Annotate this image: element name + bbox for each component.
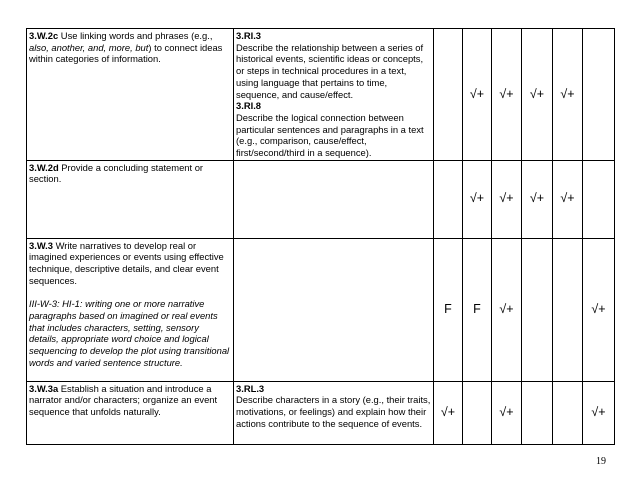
reading-text: Describe the relationship between a series of historical events, scientific ideas or concepts, or steps in technical procedures in a text, using language that pertains to time, sequence, and cause/effect. xyxy=(236,41,424,100)
reading-cell xyxy=(234,29,434,161)
standard-cell xyxy=(27,381,234,444)
mark-cell: F xyxy=(434,238,463,381)
mark-cell: √+ xyxy=(522,29,553,161)
standard-text: Use linking words and phrases (e.g., xyxy=(58,30,213,41)
standard-text-italic: also, another, and, more, but xyxy=(29,41,149,53)
reading-cell xyxy=(234,238,434,381)
reading-code: 3.RI.8 xyxy=(236,100,262,112)
table-row xyxy=(27,29,615,161)
mark-cell: √+ xyxy=(463,29,492,161)
mark-cell xyxy=(553,238,583,381)
mark-cell: √+ xyxy=(492,29,522,161)
mark-cell: √+ xyxy=(492,238,522,381)
table-row xyxy=(27,160,615,238)
spacer xyxy=(29,287,231,299)
mark-cell xyxy=(553,381,583,444)
standard-cell xyxy=(27,238,234,381)
mark-cell: √+ xyxy=(583,381,615,444)
reading-text: Describe characters in a story (e.g., their traits, motivations, or feelings) and explain how their actions contribute to the sequence of events. xyxy=(236,394,431,429)
standard-code: 3.W.3 xyxy=(29,239,53,251)
mark-cell: F xyxy=(463,238,492,381)
reading-text: Describe the logical connection between particular sentences and paragraphs in a text (e.g., comparison, cause/effect, first/second/third in a sequence). xyxy=(236,111,424,159)
standard-text: Establish a situation and introduce a narrator and/or characters; organize an event sequence that unfolds naturally. xyxy=(29,382,218,418)
mark-cell: √+ xyxy=(434,381,463,444)
mark-cell xyxy=(434,29,463,161)
mark-cell xyxy=(522,238,553,381)
standard-text: ) to connect ideas within categories of information. xyxy=(29,41,223,65)
standard-cell xyxy=(27,160,234,238)
standard-text: Provide a concluding statement or section. xyxy=(29,161,204,185)
mark-cell: √+ xyxy=(463,160,492,238)
standard-code: 3.W.2d xyxy=(29,161,59,173)
table-row xyxy=(27,238,615,381)
mark-cell xyxy=(583,29,615,161)
standard-code: 3.W.2c xyxy=(29,30,59,41)
mark-cell: √+ xyxy=(553,160,583,238)
reading-cell xyxy=(234,381,434,444)
table-row xyxy=(27,381,615,444)
standard-code: 3.W.3a xyxy=(29,382,59,394)
reading-code: 3.RI.3 xyxy=(236,30,262,41)
standard-text-italic: III-W-3: HI-1: writing one or more narrative paragraphs based on imagined or real events that includes characters, setting, sensory details, appropriate word choice and logical sequencing to develop the plot using transitional words and varied sentence structure. xyxy=(29,298,230,368)
page-number: 19 xyxy=(596,456,606,467)
standard-cell xyxy=(27,29,234,161)
standard-text: Write narratives to develop real or imagined experiences or events using effective technique, descriptive details, and clear event sequences. xyxy=(29,239,224,286)
reading-cell xyxy=(234,160,434,238)
mark-cell xyxy=(434,160,463,238)
mark-cell xyxy=(522,381,553,444)
mark-cell: √+ xyxy=(522,160,553,238)
mark-cell: √+ xyxy=(492,160,522,238)
mark-cell xyxy=(583,160,615,238)
mark-cell xyxy=(463,381,492,444)
standards-table xyxy=(26,28,615,445)
mark-cell: √+ xyxy=(553,29,583,161)
mark-cell: √+ xyxy=(583,238,615,381)
mark-cell: √+ xyxy=(492,381,522,444)
reading-code: 3.RL.3 xyxy=(236,382,265,394)
